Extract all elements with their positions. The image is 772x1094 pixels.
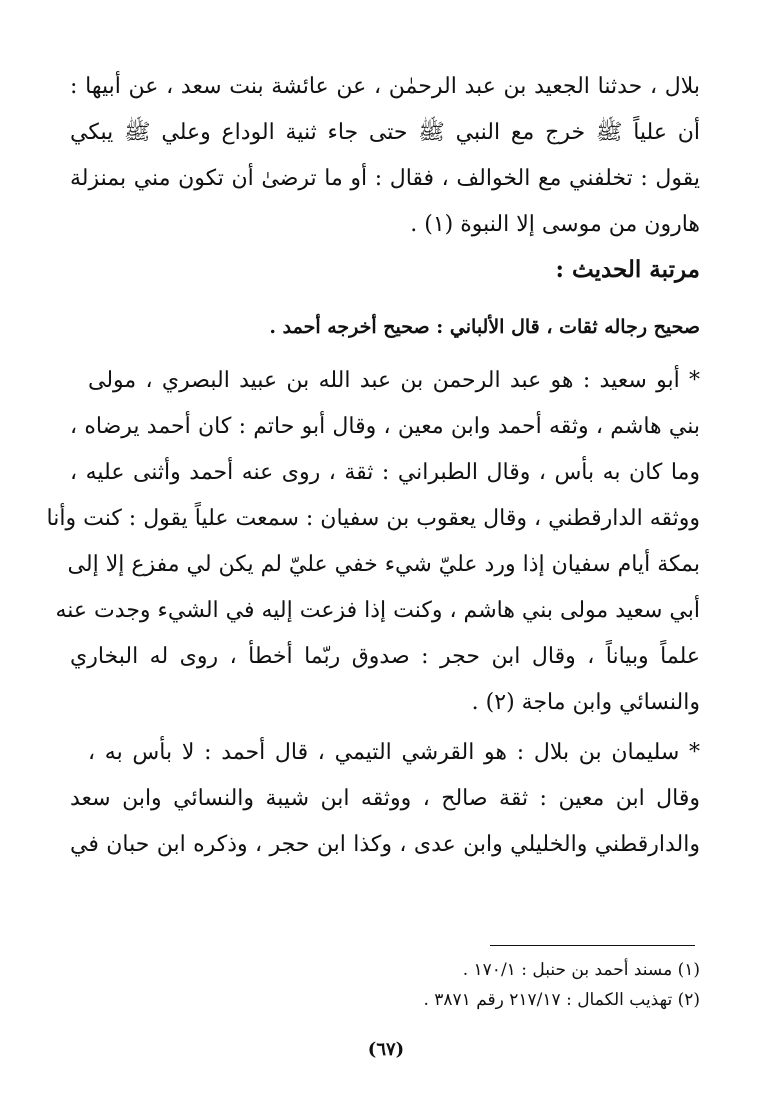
paragraph2-line-8: والنسائي وابن ماجة (٢) . [471,690,700,715]
hadith-grade: صحيح رجاله ثقات ، قال الألباني : صحيح أخرجه أحمد . [269,316,700,338]
paragraph3-line-2: وقال ابن معين : ثقة صالح ، ووثقه ابن شيبة والنسائي وابن سعد [70,786,700,811]
section-heading: مرتبة الحديث : [555,256,700,283]
paragraph2-line-2: بني هاشم ، وثقه أحمد وابن معين ، وقال أبو حاتم : كان أحمد يرضاه ، [70,414,700,439]
paragraph2-line-5: بمكة أيام سفيان إذا ورد عليّ شيء خفي عليّ لم يكن لي مفزع إلا إلى [67,552,700,577]
paragraph2-line-4: ووثقه الدارقطني ، وقال يعقوب بن سفيان : سمعت علياً يقول : كنت وأنا [46,506,700,531]
paragraph2-line-7: علماً وبياناً ، وقال ابن حجر : صدوق ربّما أخطأ ، روى له البخاري [70,644,700,669]
paragraph3-line-1: * سليمان بن بلال : هو القرشي التيمي ، قال أحمد : لا بأس به ، [88,740,700,765]
paragraph3-line-3: والدارقطني والخليلي وابن عدى ، وكذا ابن حجر ، وذكره ابن حبان في [70,832,700,857]
paragraph1-line-2: أن علياً ﷺ خرج مع النبي ﷺ حتى جاء ثنية الوداع وعلي ﷺ يبكي [70,120,700,145]
paragraph1-line-3: يقول : تخلفني مع الخوالف ، فقال : أو ما ترضىٰ أن تكون مني بمنزلة [70,166,700,191]
paragraph1-line-1: بلال ، حدثنا الجعيد بن عبد الرحمٰن ، عن عائشة بنت سعد ، عن أبيها : [70,74,700,99]
paragraph2-line-3: وما كان به بأس ، وقال الطبراني : ثقة ، روى عنه أحمد وأثنى عليه ، [70,460,700,485]
footnote-separator [490,945,695,946]
footnote-1: (١) مسند أحمد بن حنبل : ١٧٠/١ . [462,960,700,980]
paragraph1-line-4: هارون من موسى إلا النبوة (١) . [410,212,700,237]
paragraph2-line-6: أبي سعيد مولى بني هاشم ، وكنت إذا فزعت إليه في الشيء وجدت عنه [55,598,700,623]
page-number: (٦٧) [367,1039,405,1060]
paragraph2-line-1: * أبو سعيد : هو عبد الرحمن بن عبد الله بن عبيد البصري ، مولى [88,368,700,393]
footnote-2: (٢) تهذيب الكمال : ٢١٧/١٧ رقم ٣٨٧١ . [423,990,700,1010]
